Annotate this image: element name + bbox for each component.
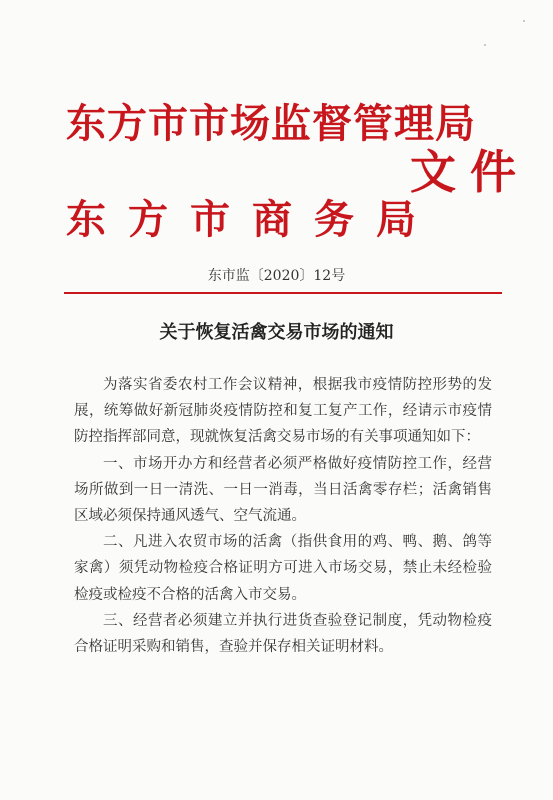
body-paragraph-intro: 为落实省委农村工作会议精神，根据我市疫情防控形势的发展，统筹做好新冠肺炎疫情防控和复工复产工作，经请示市疫情防控指挥部同意，现就恢复活禽交易市场的有关事项通知如下： <box>74 377 492 446</box>
red-divider-line <box>64 292 502 294</box>
issuer-name-commerce-bureau: 东方市商务局 <box>66 196 438 243</box>
document-body <box>74 372 492 660</box>
issuer-name-market-supervision: 东方市市场监督管理局 <box>66 100 476 147</box>
document-number: 东市监〔2020〕12号 <box>207 268 346 284</box>
scan-speck <box>484 44 486 46</box>
body-paragraph-item-3: 三、经营者必须建立并执行进货查验登记制度，凭动物检疫合格证明采购和销售，查验并保存相关证明材料。 <box>74 612 492 656</box>
document-type-label: 文件 <box>410 145 530 199</box>
scan-speck <box>523 20 525 22</box>
document-title: 关于恢复活禽交易市场的通知 <box>159 322 394 343</box>
body-paragraph-item-1: 一、市场开办方和经营者必须严格做好疫情防控工作，经营场所做到一日一清洗、一日一消毒，当日活禽零存栏；活禽销售区域必须保持通风透气、空气流通。 <box>74 455 492 525</box>
body-paragraph-item-2: 二、凡进入农贸市场的活禽（指供食用的鸡、鸭、鹅、鸽等家禽）须凭动物检疫合格证明方可进入市场交易，禁止未经检验检疫或检疫不合格的活禽入市交易。 <box>74 534 492 603</box>
